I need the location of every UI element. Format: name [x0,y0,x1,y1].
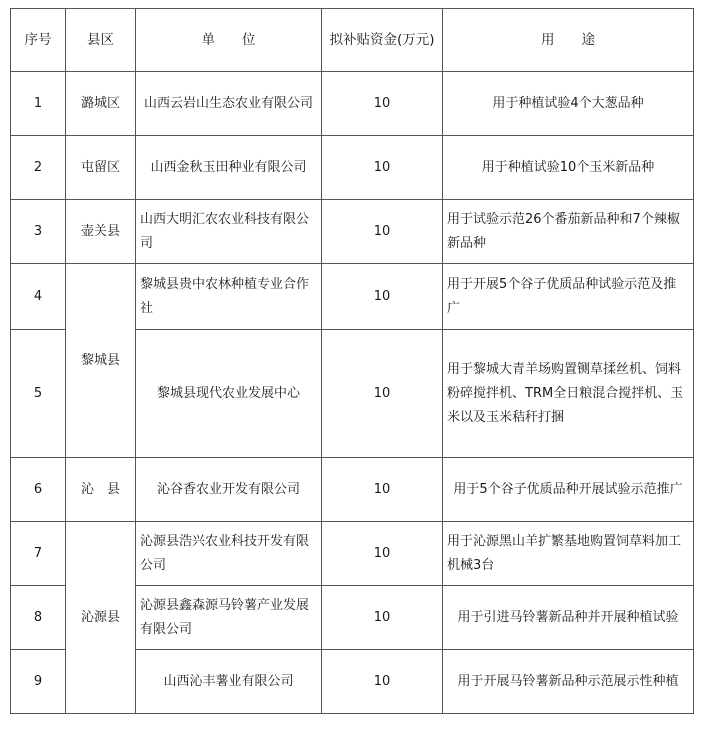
row-amount: 10 [322,458,443,522]
row-unit-text: 山西金秋玉田种业有限公司 [150,159,307,175]
row-use [443,458,694,522]
row-use [443,650,694,714]
row-unit-text: 黎城县现代农业发展中心 [156,385,300,401]
row-no: 4 [11,264,66,330]
row-county: 沁 县 [66,458,136,522]
row-use-text: 用于种植试验4个大葱品种 [492,95,644,111]
header-no: 序号 [11,9,66,72]
row-unit-text: 山西云岩山生态农业有限公司 [143,95,313,111]
row-unit [136,72,322,136]
header-use: 用 途 [443,9,694,72]
row-use-text: 用于黎城大青羊场购置铡草揉丝机、饲料粉碎搅拌机、TRM全日粮混合搅拌机、玉米以及玉米秸秆打捆 [447,361,684,425]
row-no: 6 [11,458,66,522]
row-unit-text: 沁源县鑫森源马铃薯产业发展有限公司 [140,597,310,637]
header-county: 县区 [66,9,136,72]
row-amount: 10 [322,586,443,650]
row-no: 3 [11,200,66,264]
table-row [11,200,694,264]
header-amount: 拟补贴资金(万元) [322,9,443,72]
row-unit [136,586,322,650]
table-row [11,136,694,200]
header-unit: 单 位 [136,9,322,72]
row-amount: 10 [322,136,443,200]
row-unit [136,264,322,330]
row-no: 9 [11,650,66,714]
row-use-text: 用于种植试验10个玉米新品种 [481,159,655,175]
row-use [443,136,694,200]
row-unit-text: 黎城县贵中农林种植专业合作社 [140,276,310,316]
row-county: 屯留区 [66,136,136,200]
row-no: 2 [11,136,66,200]
table-row [11,522,694,586]
row-unit-text: 沁源县浩兴农业科技开发有限公司 [140,533,310,573]
row-no: 8 [11,586,66,650]
row-no: 1 [11,72,66,136]
row-amount: 10 [322,264,443,330]
row-unit-text: 山西大明汇农农业科技有限公司 [140,211,310,251]
row-unit-text: 山西沁丰薯业有限公司 [163,673,294,689]
table-row [11,72,694,136]
row-amount: 10 [322,200,443,264]
table-header-row [11,9,694,72]
row-amount: 10 [322,650,443,714]
row-amount: 10 [322,330,443,458]
row-unit [136,650,322,714]
table-row [11,458,694,522]
row-use-text: 用于5个谷子优质品种开展试验示范推广 [453,481,683,497]
row-unit [136,200,322,264]
row-county: 潞城区 [66,72,136,136]
row-use-text: 用于试验示范26个番茄新品种和7个辣椒 新品种 [447,211,693,251]
row-use [443,72,694,136]
row-county: 沁源县 [66,522,136,714]
row-unit [136,458,322,522]
row-use [443,200,694,264]
subsidy-table [10,8,694,714]
row-no: 5 [11,330,66,458]
row-use [443,264,694,330]
row-county: 黎城县 [66,264,136,458]
row-use [443,330,694,458]
row-use-text: 用于沁源黑山羊扩繁基地购置饲草料加工机械3台 [447,533,682,573]
row-use-text: 用于开展马铃薯新品种示范展示性种植 [457,673,679,689]
row-use [443,586,694,650]
row-unit [136,136,322,200]
row-use-text: 用于开展5个谷子优质品种试验示范及推广 [447,276,677,316]
row-use [443,522,694,586]
row-no: 7 [11,522,66,586]
table-row [11,264,694,330]
row-amount: 10 [322,522,443,586]
row-unit [136,330,322,458]
row-unit [136,522,322,586]
row-unit-text: 沁谷香农业开发有限公司 [156,481,300,497]
row-use-text: 用于引进马铃薯新品种并开展种植试验 [457,609,679,625]
row-county: 壶关县 [66,200,136,264]
row-amount: 10 [322,72,443,136]
